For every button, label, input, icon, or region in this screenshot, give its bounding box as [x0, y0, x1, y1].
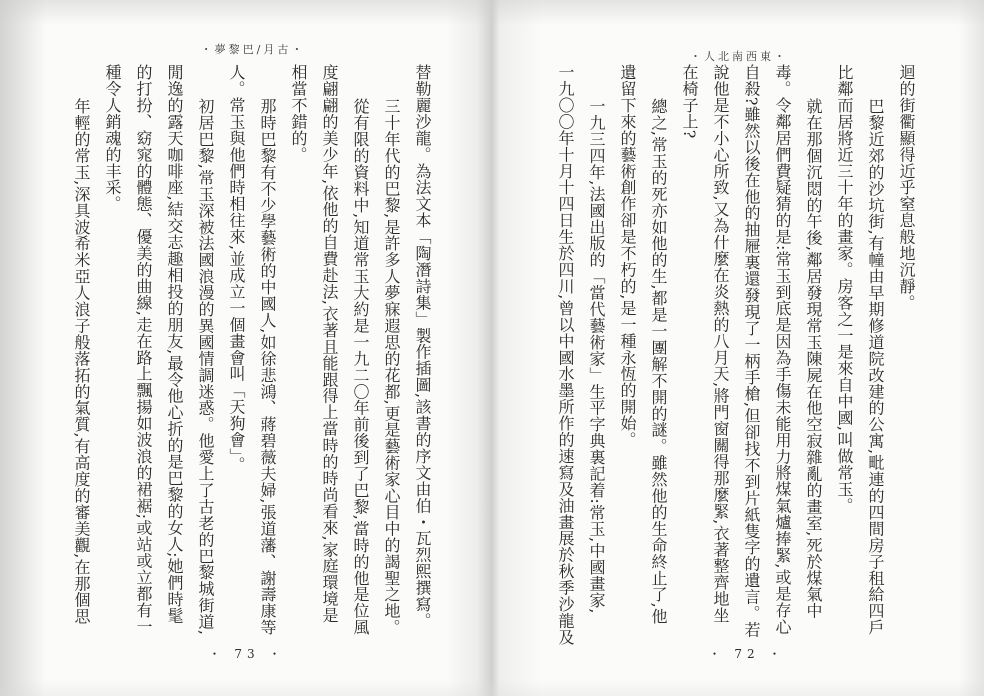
- text-column: 人。常玉與他們時相往來,並成立一個畫會叫「天狗會」。: [227, 64, 246, 473]
- text-column: 種令人銷魂的丰采。: [103, 64, 122, 213]
- page-number-73: ・ 73 ・: [208, 647, 286, 661]
- scan-edge-bottom: [0, 680, 984, 696]
- scan-edge-right: [958, 0, 984, 696]
- page-number-72: ・ 72 ・: [708, 647, 786, 661]
- text-column: 相當不錯的。: [289, 64, 308, 163]
- text-column: 遺留下來的藝術創作卻是不朽的,是一種永恆的開始。: [618, 64, 637, 448]
- page-72-text-block: [548, 64, 922, 650]
- text-column: 一九〇〇年十月十四日生於四川,曾以中國水墨所作的速寫及油畫展於秋季沙龍及: [556, 64, 575, 646]
- scan-edge-left: [0, 0, 46, 696]
- book-gutter-shadow: [446, 0, 542, 696]
- running-header-right-page: ・人北南西東・: [690, 50, 788, 63]
- text-column: 閒逸的露天咖啡座,結交志趣相投的朋友,最令他心折的是巴黎的女人;她們時髦: [165, 64, 184, 624]
- text-column: 在椅子上?: [680, 64, 699, 139]
- text-column: 那時巴黎有不少學藝術的中國人,如徐悲鴻、蔣碧薇夫婦,張道藩、謝壽康等: [258, 98, 277, 636]
- text-column: 初居巴黎,常玉深被法國浪漫的異國情調迷惑。他愛上了古老的巴黎城街道,: [196, 98, 215, 636]
- text-column: 一九三四年,法國出版的「當代藝術家」生平字典裏記着:常玉,中國畫家,: [587, 98, 606, 614]
- text-column: 替勒麗沙龍。為法文本「陶潛詩集」製作插圖,該書的序文由伯・瓦烈熙撰寫。: [413, 64, 432, 629]
- text-column: 三十年代的巴黎,是許多人夢寐遐思的花都,更是藝術家心目中的謁聖之地。: [382, 98, 401, 636]
- text-column: 巴黎近郊的沙坑街,有幢由早期修道院改建的公寓,毗連的四間房子租給四戶: [866, 98, 885, 636]
- text-column: 年輕的常玉,深具波希米亞人浪子般落拓的氣質,有高度的審美觀,在那個思: [72, 98, 91, 625]
- text-column: 迴的街衢顯得近乎窒息般地沉靜。: [897, 64, 916, 311]
- text-column: 比鄰而居將近三十年的畫家。房客之一是來自中國,叫做常玉。: [835, 64, 854, 514]
- text-column: 毒。令鄰居們費疑猜的是:常玉到底是因為手傷未能用力將煤氣爐捧緊,或是存心: [773, 64, 792, 635]
- text-column: 的打扮、窈窕的體態、優美的曲線,走在路上飄揚如波浪的裙裾;或站或立都有一: [134, 64, 153, 635]
- text-column: 從有限的資料中,知道常玉大約是一九二〇年前後到了巴黎,當時的他是位風: [351, 98, 370, 636]
- page-73-text-block: [60, 64, 438, 650]
- scan-edge-top: [0, 0, 984, 26]
- running-header-left-page: ・夢黎巴/月古・: [200, 43, 306, 56]
- text-column: 說他是不小心所致,又為什麼在炎熱的八月天,將門窗關得那麼緊,衣著整齊地坐: [711, 64, 730, 624]
- text-column: 度翩翩的美少年,依他的自費赴法,衣著且能跟得上當時的時尚看來,家庭環境是: [320, 64, 339, 624]
- text-column: 自殺?雖然以後在他的抽屜裏還發現了一柄手槍,但卻找不到片紙隻字的遺言。若: [742, 64, 761, 638]
- text-column: 總之,常玉的死亦如他的生,都是一團解不開的謎。雖然他的生命終止了,他: [649, 98, 668, 625]
- text-column: 就在那個沉悶的午後,鄰居發現常玉陳屍在他空寂雜亂的畫室,死於煤氣中: [804, 98, 823, 620]
